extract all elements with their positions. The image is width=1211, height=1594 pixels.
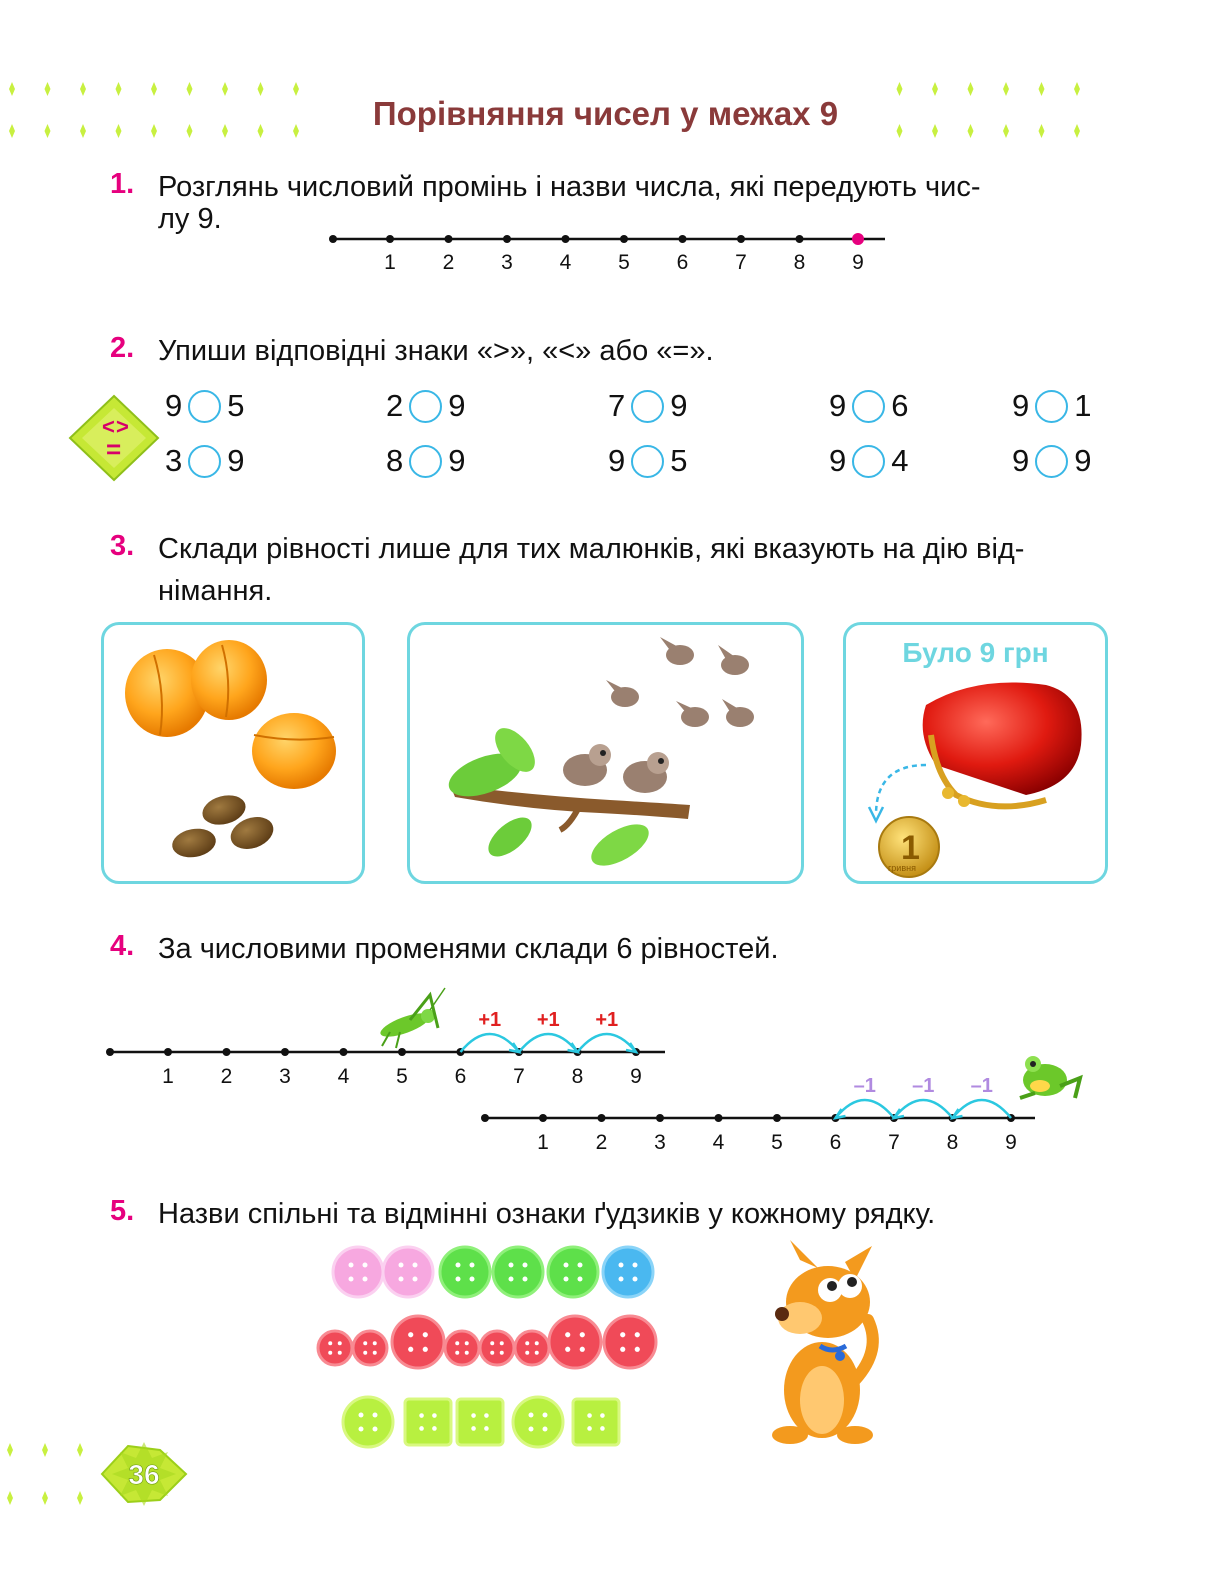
button-hole — [359, 1413, 364, 1418]
button-hole — [413, 1263, 418, 1268]
picture-panel-apricots — [101, 622, 365, 884]
decor-dot — [897, 82, 903, 96]
tick-mark — [340, 1048, 348, 1056]
tick-mark — [562, 235, 570, 243]
button-hole — [587, 1426, 592, 1431]
comparison-item — [165, 443, 245, 479]
decor-dot — [1039, 82, 1045, 96]
jump-label: –1 — [853, 1075, 876, 1097]
button-hole — [635, 1347, 640, 1352]
round-button — [318, 1331, 352, 1365]
button-hole — [363, 1277, 368, 1282]
button-hole — [580, 1332, 585, 1337]
round-button — [343, 1397, 393, 1447]
square-button — [457, 1399, 503, 1445]
button-hole — [535, 1341, 539, 1345]
button-hole — [620, 1347, 625, 1352]
leaf-3 — [482, 810, 539, 863]
decor-dot — [77, 1491, 83, 1505]
compare-signs-badge — [66, 392, 162, 484]
tick-mark — [679, 235, 687, 243]
button-hole — [373, 1413, 378, 1418]
button-hole — [635, 1332, 640, 1337]
flying-birds — [606, 637, 754, 727]
task3-text-line2: німання. — [158, 575, 273, 607]
tick-mark — [773, 1114, 781, 1122]
compare-left-number: 9 — [608, 443, 626, 478]
compare-right-number: 5 — [227, 388, 245, 423]
tick-mark — [737, 235, 745, 243]
button-hole — [363, 1351, 367, 1355]
button-hole — [456, 1263, 461, 1268]
apricot-3 — [252, 713, 336, 789]
button-hole — [525, 1341, 529, 1345]
button-hole — [399, 1277, 404, 1282]
tick-mark — [620, 235, 628, 243]
round-button — [549, 1316, 601, 1368]
frog-icon — [1020, 1056, 1080, 1098]
button-hole — [600, 1426, 605, 1431]
decor-dot — [7, 1491, 13, 1505]
button-hole — [419, 1413, 424, 1418]
button-hole — [455, 1341, 459, 1345]
compare-left-number: 2 — [386, 388, 404, 423]
tick-label: 5 — [771, 1131, 783, 1154]
button-hole — [565, 1347, 570, 1352]
square-button — [573, 1399, 619, 1445]
tick-mark — [223, 1048, 231, 1056]
compare-right-number: 9 — [670, 388, 688, 423]
button-hole — [432, 1426, 437, 1431]
button-hole — [349, 1277, 354, 1282]
button-hole — [338, 1351, 342, 1355]
button-hole — [543, 1413, 548, 1418]
tick-label: 7 — [735, 251, 747, 274]
decor-dot — [80, 82, 86, 96]
tick-mark — [598, 1114, 606, 1122]
answer-circle[interactable] — [1035, 390, 1068, 423]
button-hole — [490, 1341, 494, 1345]
jump-label: +1 — [595, 1009, 619, 1031]
tick-mark — [503, 235, 511, 243]
round-button — [440, 1247, 490, 1297]
task5-number: 5. — [110, 1195, 135, 1227]
button-hole — [423, 1347, 428, 1352]
button-hole — [471, 1426, 476, 1431]
line-a-origin — [106, 1048, 114, 1056]
apricots-picture — [104, 625, 362, 881]
tick-mark — [281, 1048, 289, 1056]
round-button — [515, 1331, 549, 1365]
compare-right-number: 9 — [448, 388, 466, 423]
task1-number: 1. — [110, 168, 135, 200]
compare-left-number: 8 — [386, 443, 404, 478]
tick-label: 6 — [829, 1131, 842, 1154]
button-hole — [363, 1341, 367, 1345]
tick-label: 6 — [676, 251, 689, 274]
tick-label: 2 — [442, 251, 455, 274]
line-b-origin — [481, 1114, 489, 1122]
button-hole — [633, 1277, 638, 1282]
button-hole — [509, 1263, 514, 1268]
compare-left-number: 9 — [1012, 388, 1030, 423]
badge-equal-sign: = — [106, 434, 122, 464]
button-hole — [465, 1351, 469, 1355]
jump-label: –1 — [912, 1075, 935, 1097]
task2-number: 2. — [110, 332, 135, 364]
round-button — [445, 1331, 479, 1365]
purse-picture — [846, 625, 1105, 881]
button-hole — [564, 1263, 569, 1268]
compare-right-number: 9 — [227, 443, 245, 478]
tick-label: 4 — [337, 1065, 350, 1088]
button-hole — [500, 1351, 504, 1355]
page-title: Порівняння чисел у межах 9 — [372, 95, 839, 132]
compare-right-number: 9 — [1074, 443, 1092, 478]
page-number: 36 — [128, 1459, 160, 1490]
button-hole — [432, 1413, 437, 1418]
button-hole — [423, 1332, 428, 1337]
tick-label: 8 — [793, 251, 806, 274]
button-hole — [328, 1341, 332, 1345]
button-hole — [328, 1351, 332, 1355]
tick-label: 8 — [946, 1131, 959, 1154]
tick-label: 7 — [513, 1065, 525, 1088]
apricot-2 — [191, 640, 267, 720]
answer-circle[interactable] — [631, 445, 664, 478]
task3-text — [158, 530, 1118, 610]
button-hole — [484, 1426, 489, 1431]
tick-label: 4 — [712, 1131, 725, 1154]
picture-panel-purse — [843, 622, 1108, 884]
birds-picture — [410, 625, 801, 881]
button-hole — [373, 1351, 377, 1355]
task5-text: Назви спільні та відмінні ознаки ґудзиків у кожному рядку. — [158, 1198, 936, 1230]
button-hole — [565, 1332, 570, 1337]
button-hole — [543, 1427, 548, 1432]
compare-left-number: 9 — [829, 443, 847, 478]
task1-origin — [329, 235, 337, 243]
task1-text-line1: Розглянь числовий промінь і назви числа, які передують чис- — [158, 171, 981, 203]
decor-dot — [7, 1443, 13, 1457]
answer-circle[interactable] — [409, 390, 442, 423]
decor-dot — [9, 82, 15, 96]
coin-value: 1 — [901, 829, 920, 867]
jump-label: +1 — [478, 1009, 502, 1031]
decor-dot — [187, 82, 193, 96]
compare-left-number: 9 — [165, 388, 183, 423]
round-button — [603, 1247, 653, 1297]
comparison-item — [829, 388, 909, 424]
square-button — [405, 1399, 451, 1445]
button-hole — [359, 1427, 364, 1432]
tick-label: 5 — [618, 251, 630, 274]
button-hole — [465, 1341, 469, 1345]
round-button — [480, 1331, 514, 1365]
button-hole — [509, 1277, 514, 1282]
task2-text: Упиши відповідні знаки «>», «<» або «=». — [158, 335, 714, 367]
button-hole — [525, 1351, 529, 1355]
task1-number-line — [325, 225, 895, 280]
purse-caption: Було 9 грн — [902, 637, 1049, 668]
coin-text: гривня — [888, 863, 916, 873]
task4-number-line-b — [475, 1048, 1095, 1158]
comparison-item — [829, 443, 909, 479]
jump-label: –1 — [970, 1075, 993, 1097]
tick-label: 2 — [595, 1131, 608, 1154]
button-hole — [600, 1413, 605, 1418]
compare-right-number: 1 — [1074, 388, 1092, 423]
tick-mark — [398, 1048, 406, 1056]
tick-label: 1 — [384, 251, 396, 274]
decor-dot — [258, 82, 264, 96]
leaf-4 — [585, 816, 655, 874]
answer-circle[interactable] — [852, 390, 885, 423]
buttons-picture — [310, 1240, 680, 1455]
comparison-item — [608, 443, 688, 479]
tick-label: 1 — [537, 1131, 549, 1154]
round-button — [353, 1331, 387, 1365]
tick-label: 3 — [279, 1065, 291, 1088]
compare-left-number: 3 — [165, 443, 183, 478]
round-button — [493, 1247, 543, 1297]
button-hole — [523, 1277, 528, 1282]
button-hole — [619, 1263, 624, 1268]
compare-right-number: 4 — [891, 443, 909, 478]
comparison-item — [165, 388, 245, 424]
tick-label: 9 — [852, 251, 864, 274]
button-hole — [529, 1427, 534, 1432]
tick-mark — [796, 235, 804, 243]
button-hole — [490, 1351, 494, 1355]
compare-right-number: 5 — [670, 443, 688, 478]
badge-greater-sign: > — [116, 414, 129, 439]
decor-dot — [222, 82, 228, 96]
button-hole — [373, 1427, 378, 1432]
tick-mark — [164, 1048, 172, 1056]
compare-left-number: 9 — [829, 388, 847, 423]
picture-panel-birds — [407, 622, 804, 884]
button-hole — [523, 1263, 528, 1268]
tick-mark — [852, 233, 864, 245]
tick-label: 8 — [571, 1065, 584, 1088]
button-hole — [419, 1426, 424, 1431]
round-button — [392, 1316, 444, 1368]
button-hole — [484, 1413, 489, 1418]
decor-dot — [1074, 82, 1080, 96]
tick-label: 6 — [454, 1065, 467, 1088]
tick-label: 3 — [654, 1131, 666, 1154]
sitting-birds — [563, 744, 669, 793]
button-hole — [535, 1351, 539, 1355]
button-hole — [349, 1263, 354, 1268]
tick-label: 9 — [630, 1065, 642, 1088]
tick-label: 4 — [559, 251, 572, 274]
decor-dot — [42, 1443, 48, 1457]
decor-dot — [1003, 82, 1009, 96]
button-hole — [470, 1263, 475, 1268]
dog-illustration — [760, 1240, 890, 1450]
button-hole — [529, 1413, 534, 1418]
button-hole — [580, 1347, 585, 1352]
page-number-badge — [98, 1442, 190, 1506]
task1-text-line2: лу 9. — [158, 203, 222, 235]
button-hole — [399, 1263, 404, 1268]
badge-less-sign: < — [102, 414, 115, 439]
tick-mark — [715, 1114, 723, 1122]
tick-label: 3 — [501, 251, 513, 274]
compare-right-number: 9 — [448, 443, 466, 478]
tick-label: 7 — [888, 1131, 900, 1154]
tick-label: 1 — [162, 1065, 174, 1088]
compare-left-number: 9 — [1012, 443, 1030, 478]
round-button — [513, 1397, 563, 1447]
comparison-item — [608, 388, 688, 424]
button-hole — [471, 1413, 476, 1418]
comparison-item — [386, 443, 466, 479]
task3-number: 3. — [110, 530, 135, 562]
answer-circle[interactable] — [409, 445, 442, 478]
button-hole — [408, 1332, 413, 1337]
button-hole — [408, 1347, 413, 1352]
task4-text: За числовими променями склади 6 рівностей. — [158, 933, 779, 965]
button-hole — [455, 1351, 459, 1355]
decor-dot — [116, 82, 122, 96]
button-hole — [500, 1341, 504, 1345]
tick-mark — [539, 1114, 547, 1122]
button-hole — [413, 1277, 418, 1282]
decor-dot — [77, 1443, 83, 1457]
button-hole — [620, 1332, 625, 1337]
decor-dot — [45, 82, 51, 96]
button-hole — [363, 1263, 368, 1268]
tick-mark — [386, 235, 394, 243]
decor-dot — [42, 1491, 48, 1505]
answer-circle[interactable] — [631, 390, 664, 423]
comparison-item — [1012, 388, 1092, 424]
button-hole — [587, 1413, 592, 1418]
button-hole — [619, 1277, 624, 1282]
decor-dot — [968, 82, 974, 96]
answer-circle[interactable] — [188, 390, 221, 423]
round-button — [333, 1247, 383, 1297]
compare-left-number: 7 — [608, 388, 626, 423]
answer-circle[interactable] — [852, 445, 885, 478]
button-hole — [633, 1263, 638, 1268]
task4-number: 4. — [110, 930, 135, 962]
answer-circle[interactable] — [188, 445, 221, 478]
comparison-item — [1012, 443, 1092, 479]
tick-label: 2 — [220, 1065, 233, 1088]
button-hole — [338, 1341, 342, 1345]
round-button — [383, 1247, 433, 1297]
round-button — [548, 1247, 598, 1297]
task3-text-line1: Склади рівності лише для тих малюнків, які вказують на дію від- — [158, 533, 1025, 565]
grasshopper-icon — [378, 988, 445, 1048]
apricot-seed-2 — [170, 825, 218, 860]
button-hole — [564, 1277, 569, 1282]
button-hole — [578, 1263, 583, 1268]
decor-dot — [293, 82, 299, 96]
tick-label: 9 — [1005, 1131, 1017, 1154]
compare-right-number: 6 — [891, 388, 909, 423]
decor-dot — [151, 82, 157, 96]
button-hole — [578, 1277, 583, 1282]
button-hole — [470, 1277, 475, 1282]
button-hole — [456, 1277, 461, 1282]
tick-label: 5 — [396, 1065, 408, 1088]
tick-mark — [656, 1114, 664, 1122]
round-button — [604, 1316, 656, 1368]
jump-label: +1 — [536, 1009, 560, 1031]
comparison-item — [386, 388, 466, 424]
answer-circle[interactable] — [1035, 445, 1068, 478]
decor-dot — [932, 82, 938, 96]
button-hole — [373, 1341, 377, 1345]
tick-mark — [445, 235, 453, 243]
